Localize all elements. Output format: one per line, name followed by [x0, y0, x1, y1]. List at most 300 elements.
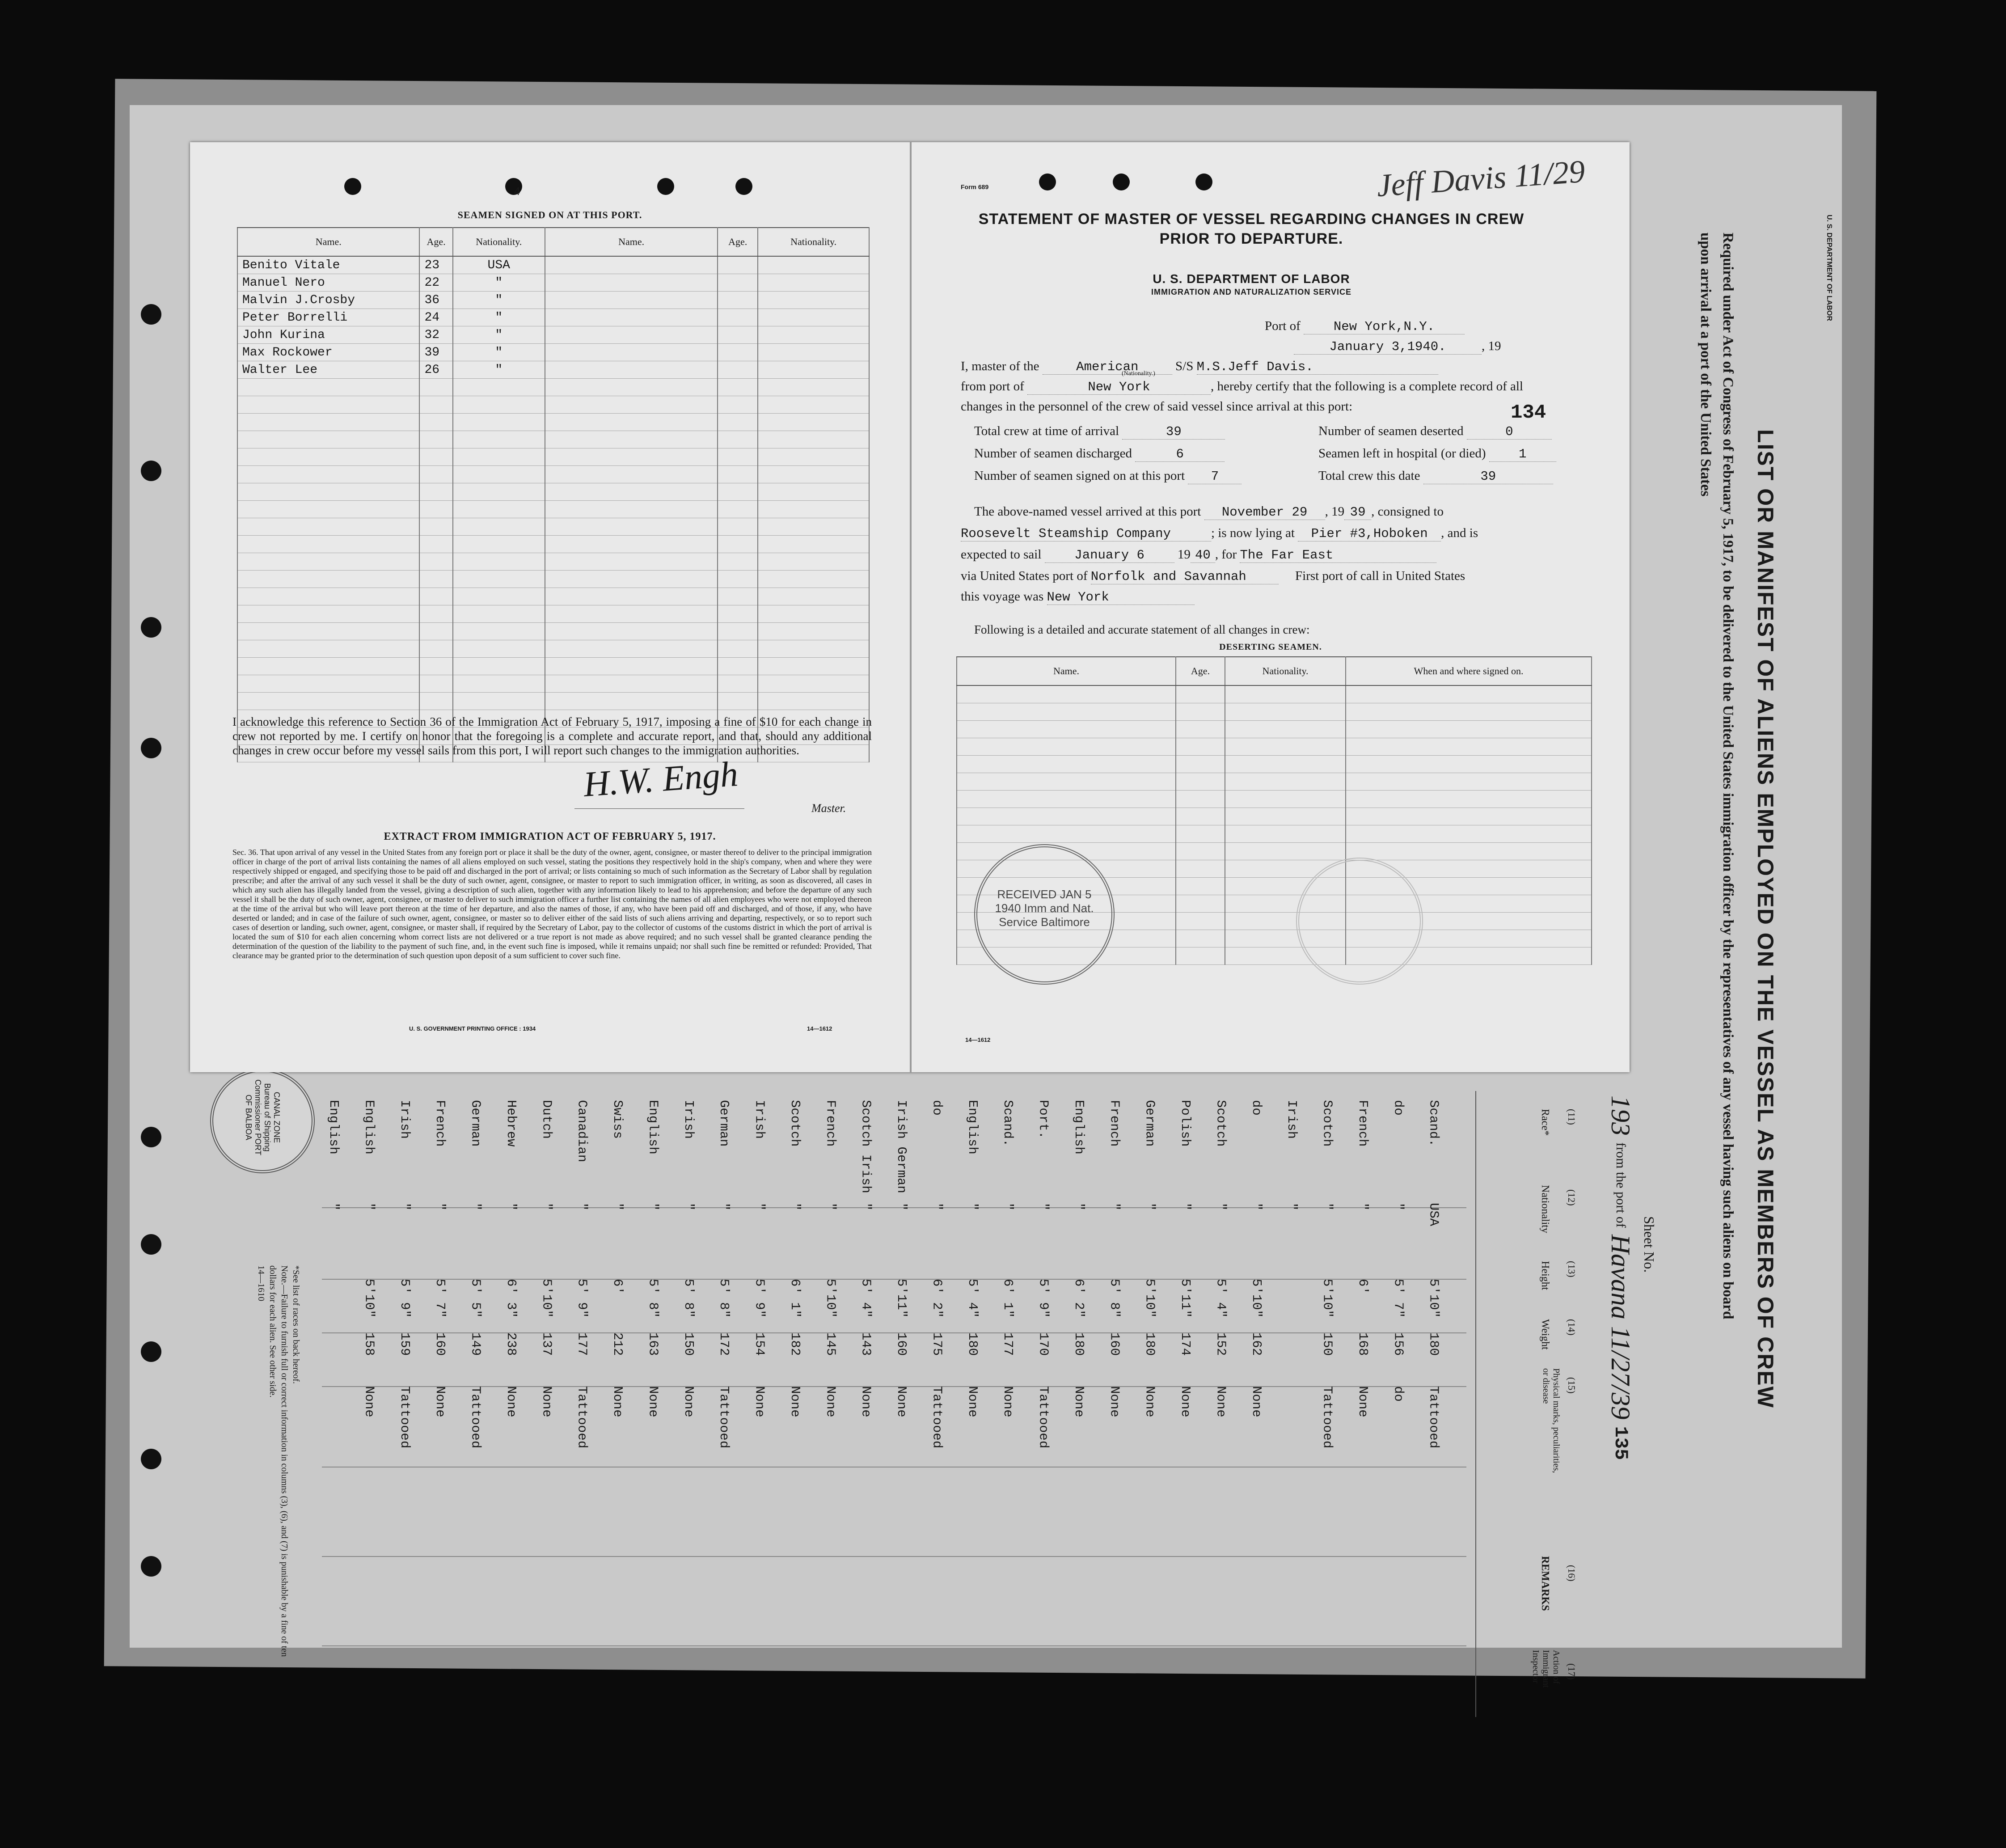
crew-cell-marks: None — [823, 1386, 838, 1417]
stat-value: 39 — [1423, 469, 1553, 484]
via-ports-value: Norfolk and Savannah — [1091, 569, 1279, 584]
table-row — [237, 379, 869, 396]
crew-cell-height: 5' 7" — [433, 1279, 448, 1318]
crew-cell-weight: 182 — [787, 1332, 802, 1356]
crew-cell-weight: 143 — [858, 1332, 874, 1356]
sail-line: expected to sail January 6 19 40 , for The Far East — [961, 547, 1436, 563]
crew-cell-marks: None — [1001, 1386, 1016, 1417]
nationality-value: American — [1043, 359, 1172, 375]
crew-cell-marks: None — [362, 1386, 377, 1417]
crew-cell-weight: 162 — [1249, 1332, 1264, 1356]
first-port-label: First port of call in United States — [1295, 569, 1465, 583]
crew-cell-race: Irish — [1284, 1100, 1300, 1139]
table-row — [237, 518, 869, 536]
crew-cell-nationality: " — [1107, 1203, 1122, 1211]
crew-cell-race: do — [1391, 1100, 1406, 1116]
crew-cell-marks: None — [433, 1386, 448, 1417]
cell-nationality: " — [453, 326, 545, 344]
crew-cell-race: Dutch — [539, 1100, 554, 1139]
stat-value: 39 — [1122, 424, 1225, 440]
crew-cell-marks: Tattooed — [468, 1386, 483, 1449]
extract-title: EXTRACT FROM IMMIGRATION ACT OF FEBRUARY 5, 1917. — [384, 831, 716, 842]
crew-cell-weight: 160 — [433, 1332, 448, 1356]
crew-cell-height: 5' 5" — [468, 1279, 483, 1318]
crew-cell-nationality: " — [929, 1203, 945, 1211]
binder-hole — [141, 1234, 161, 1255]
table-row — [237, 588, 869, 605]
stat-value: 7 — [1188, 469, 1242, 484]
crew-cell-height: 5'10" — [1142, 1279, 1157, 1318]
crew-cell-weight: 180 — [1426, 1332, 1441, 1356]
master-line — [961, 359, 1438, 375]
signature-line — [574, 808, 744, 809]
crew-cell-weight: 175 — [929, 1332, 945, 1356]
crew-cell-nationality: " — [362, 1203, 377, 1211]
crew-cell-marks: None — [787, 1386, 802, 1417]
crew-cell-race: French — [823, 1100, 838, 1147]
crew-cell-marks: None — [610, 1386, 625, 1417]
stat-label: Seamen left in hospital (or died) — [1318, 446, 1486, 461]
crew-cell-marks: None — [1249, 1386, 1264, 1417]
crew-cell-nationality: " — [1213, 1203, 1229, 1211]
crew-cell-nationality: " — [433, 1203, 448, 1211]
footnote-code: 14—1610 — [256, 1265, 266, 1301]
column-header-action: Action of Immigrant Inspector — [1531, 1650, 1561, 1688]
via-line — [961, 569, 1465, 584]
cell-age: 24 — [419, 309, 452, 326]
department-name: U. S. DEPARTMENT OF LABOR — [1153, 272, 1350, 286]
for-label: , for — [1215, 547, 1237, 562]
crew-cell-weight: 174 — [1178, 1332, 1193, 1356]
lying-label: ; is now lying at — [1211, 526, 1295, 540]
from-port-value: New York — [1027, 380, 1211, 395]
crew-cell-race: Scotch — [787, 1100, 802, 1147]
crew-cell-race: Irish — [752, 1100, 767, 1139]
crew-cell-height: 6' — [610, 1279, 625, 1294]
cell-age: 36 — [419, 292, 452, 309]
table-row — [237, 396, 869, 414]
manifest-crew-table — [326, 1100, 1462, 1663]
crew-cell-weight: 154 — [752, 1332, 767, 1356]
crew-cell-race: Irish German — [894, 1100, 909, 1193]
crew-cell-race: Swiss — [610, 1100, 625, 1139]
cell-age: 32 — [419, 326, 452, 344]
punch-hole — [657, 178, 674, 195]
crew-cell-height: 5' 8" — [1107, 1279, 1122, 1318]
form-code: 14—1612 — [965, 1036, 991, 1043]
binder-hole — [141, 617, 161, 638]
crew-cell-nationality: " — [681, 1203, 696, 1211]
crew-cell-nationality: " — [503, 1203, 519, 1211]
crew-cell-race: English — [326, 1100, 341, 1154]
stat-label: Number of seamen deserted — [1318, 424, 1464, 438]
crew-cell-height: 5'10" — [362, 1279, 377, 1318]
crew-cell-race: do — [1249, 1100, 1264, 1116]
manifest-title: LIST OR MANIFEST OF ALIENS EMPLOYED ON THE VESSEL AS MEMBERS OF CREW — [1753, 429, 1778, 1408]
cell-name: Malvin J.Crosby — [237, 292, 419, 309]
crew-cell-race: Hebrew — [503, 1100, 519, 1147]
manifest-from-port-value: Havana 11/27/39 — [1606, 1234, 1635, 1420]
balboa-stamp — [210, 1069, 315, 1173]
cell-name: Peter Borrelli — [237, 309, 419, 326]
crew-cell-marks: Tattooed — [1036, 1386, 1051, 1449]
crew-cell-weight: 159 — [397, 1332, 412, 1356]
crew-cell-nationality: " — [858, 1203, 874, 1211]
crew-cell-marks: Tattooed — [1320, 1386, 1335, 1449]
table-row — [237, 483, 869, 501]
crew-cell-marks: None — [752, 1386, 767, 1417]
crew-cell-height: 5'10" — [1249, 1279, 1264, 1318]
crew-cell-nationality: " — [1391, 1203, 1406, 1211]
vessel-name: M.S.Jeff Davis. — [1197, 359, 1438, 375]
crew-cell-marks: None — [539, 1386, 554, 1417]
stat-total-date — [1318, 469, 1553, 484]
stat-discharged — [974, 446, 1225, 462]
stat-signed-on — [974, 469, 1242, 484]
punch-hole — [1039, 173, 1056, 190]
signed-on-title: SEAMEN SIGNED ON AT THIS PORT. — [457, 209, 642, 220]
crew-cell-weight: 238 — [503, 1332, 519, 1356]
column-header-weight: Weight — [1539, 1319, 1551, 1350]
crew-cell-race: German — [717, 1100, 732, 1147]
column-number: (16) — [1566, 1565, 1577, 1582]
table-row — [237, 571, 869, 588]
cell-age: 26 — [419, 361, 452, 379]
table-row — [237, 501, 869, 518]
crew-cell-weight: 180 — [1142, 1332, 1157, 1356]
crew-cell-marks: None — [1355, 1386, 1370, 1417]
port-label: Port of — [1265, 319, 1301, 333]
crew-cell-height: 5'10" — [823, 1279, 838, 1318]
manifest-department: U. S. DEPARTMENT OF LABOR — [1825, 215, 1833, 321]
year-suffix: , 19 — [1482, 339, 1501, 353]
table-row — [237, 553, 869, 571]
crew-cell-race: Scotch Irish — [858, 1100, 874, 1193]
balboa-stamp-text: CANAL ZONE Bureau of Shipping Commissioner PORT OF BALBOA — [244, 1079, 281, 1155]
table-row — [237, 292, 869, 309]
via-label: via United States port of — [961, 569, 1088, 583]
table-row — [237, 466, 869, 483]
crew-cell-race: Polish — [1178, 1100, 1193, 1147]
crew-cell-marks: Tattooed — [717, 1386, 732, 1449]
table-row — [957, 825, 1592, 843]
port-value: New York,N.Y. — [1304, 319, 1465, 334]
crew-cell-height: 6' 1" — [1001, 1279, 1016, 1318]
binder-hole — [141, 461, 161, 481]
manifest-from-port-label: from the port of — [1613, 1142, 1628, 1228]
crew-cell-weight: 145 — [823, 1332, 838, 1356]
faint-stamp — [1296, 858, 1423, 985]
binder-hole — [141, 1341, 161, 1362]
crew-cell-nationality: " — [823, 1203, 838, 1211]
arrival-label: The above-named vessel arrived at this port — [974, 504, 1201, 519]
printing-office: U. S. GOVERNMENT PRINTING OFFICE : 1934 — [409, 1025, 536, 1032]
table-row — [237, 675, 869, 693]
crew-cell-race: English — [362, 1100, 377, 1154]
form-code: 14—1612 — [807, 1025, 832, 1032]
header-age: Age. — [419, 228, 452, 256]
cell-nationality: " — [453, 361, 545, 379]
received-stamp-text: RECEIVED JAN 5 1940 Imm and Nat. Service Baltimore — [995, 888, 1094, 929]
table-row — [957, 703, 1592, 721]
crew-cell-marks: None — [1107, 1386, 1122, 1417]
crew-cell-nationality: " — [1178, 1203, 1193, 1211]
crew-cell-nationality: " — [965, 1203, 980, 1211]
crew-cell-height: 6' 1" — [787, 1279, 802, 1318]
crew-cell-nationality: " — [894, 1203, 909, 1211]
crew-cell-weight: 152 — [1213, 1332, 1229, 1356]
nationality-caption: (Nationality.) — [1122, 370, 1155, 377]
table-row — [957, 791, 1592, 808]
crew-cell-height: 5'10" — [1320, 1279, 1335, 1318]
stat-value: 0 — [1467, 424, 1552, 440]
crew-cell-race: English — [1071, 1100, 1086, 1154]
column-header-height: Height — [1539, 1261, 1551, 1290]
crew-cell-nationality: " — [1320, 1203, 1335, 1211]
crew-cell-nationality: " — [1142, 1203, 1157, 1211]
table-row — [237, 448, 869, 466]
manifest-required-text: Required under Act of Congress of February 5, 1917, to be delivered to the United States immigration officer by the representatives of any vessel having such aliens on board upon arrival at a port of the United States — [1698, 233, 1736, 1319]
crew-cell-height: 5'10" — [539, 1279, 554, 1318]
header-age: Age. — [718, 228, 758, 256]
crew-cell-weight: 160 — [894, 1332, 909, 1356]
crew-cell-weight: 160 — [1107, 1332, 1122, 1356]
crew-cell-marks: None — [646, 1386, 661, 1417]
received-stamp — [974, 844, 1115, 985]
header-name: Name. — [237, 228, 419, 256]
crew-cell-height: 5' 9" — [1036, 1279, 1051, 1318]
crew-cell-weight: 150 — [1320, 1332, 1335, 1356]
header-age: Age. — [1176, 657, 1225, 685]
crew-cell-nationality: " — [1355, 1203, 1370, 1211]
cell-nationality: " — [453, 292, 545, 309]
cell-name: Max Rockower — [237, 344, 419, 361]
crew-cell-height: 5' 8" — [717, 1279, 732, 1318]
crew-cell-race: French — [433, 1100, 448, 1147]
column-number: (13) — [1566, 1261, 1577, 1277]
table-row — [237, 344, 869, 361]
column-header-nationality: Nationality — [1539, 1185, 1551, 1233]
crew-cell-weight: 212 — [610, 1332, 625, 1356]
crew-cell-weight: 170 — [1036, 1332, 1051, 1356]
crew-cell-nationality: " — [717, 1203, 732, 1211]
sheet-number: 134 — [1511, 402, 1546, 424]
punch-hole — [735, 178, 752, 195]
expected-label: expected to sail — [961, 547, 1042, 562]
stat-label: Number of seamen discharged — [974, 446, 1132, 461]
cell-nationality: " — [453, 274, 545, 292]
column-header-physical-marks: Physical marks, peculiarities, or disease — [1541, 1368, 1561, 1473]
manifest-header-strip — [1641, 215, 1837, 1645]
and-is-label: , and is — [1441, 526, 1478, 540]
crew-cell-race: Scotch — [1213, 1100, 1229, 1147]
consignee-line — [961, 526, 1478, 541]
stat-deserted — [1318, 424, 1552, 440]
cell-name: Manuel Nero — [237, 274, 419, 292]
binder-hole — [141, 1127, 161, 1147]
crew-cell-height: 6' 2" — [1071, 1279, 1086, 1318]
crew-cell-marks: None — [858, 1386, 874, 1417]
crew-cell-height: 6' — [1355, 1279, 1370, 1294]
column-number: (11) — [1566, 1109, 1577, 1125]
left-page — [190, 142, 910, 1072]
table-row — [237, 309, 869, 326]
crew-cell-height: 5'11" — [1178, 1279, 1193, 1318]
crew-cell-height: 5' 9" — [752, 1279, 767, 1318]
first-port-value: New York — [1047, 590, 1195, 605]
right-page — [912, 142, 1630, 1072]
crew-cell-marks: None — [503, 1386, 519, 1417]
table-row — [237, 256, 869, 274]
binder-hole — [141, 304, 161, 325]
crew-cell-weight: 180 — [965, 1332, 980, 1356]
crew-cell-height: 6' 3" — [503, 1279, 519, 1318]
crew-cell-race: Scand. — [1426, 1100, 1441, 1147]
table-row — [237, 536, 869, 553]
table-row — [237, 623, 869, 640]
crew-cell-nationality: " — [787, 1203, 802, 1211]
stat-total-arrival — [974, 424, 1225, 440]
crew-cell-weight: 163 — [646, 1332, 661, 1356]
deserting-title: DESERTING SEAMEN. — [1219, 642, 1322, 652]
table-row — [237, 326, 869, 344]
acknowledgment-text: I acknowledge this reference to Section 36 of the Immigration Act of February 5, 1917, imposing a fine of $10 for each change in crew not reported by me. I certify on honor that the foregoing is a complete and accurate report, and that, should any additional changes in crew occur before my vessel sails from this port, I will report such changes to the immigration authorities. — [232, 715, 872, 757]
crew-cell-weight: 172 — [717, 1332, 732, 1356]
crew-cell-nationality: " — [574, 1203, 590, 1211]
crew-cell-height: 5' 9" — [397, 1279, 412, 1318]
manifest-sheet-number: 135 — [1610, 1426, 1631, 1460]
crew-cell-nationality: " — [468, 1203, 483, 1211]
crew-cell-marks: None — [1142, 1386, 1157, 1417]
stat-label: Total crew this date — [1318, 469, 1420, 483]
crew-cell-weight: 156 — [1391, 1332, 1406, 1356]
crew-cell-weight: 150 — [681, 1332, 696, 1356]
table-row — [237, 640, 869, 658]
header-name: Name. — [957, 657, 1176, 685]
from-port-label: from port of — [961, 379, 1024, 393]
consigned-label: , consigned to — [1371, 504, 1444, 519]
crew-cell-marks: Tattooed — [397, 1386, 412, 1449]
crew-cell-race: Irish — [681, 1100, 696, 1139]
table-row — [957, 685, 1592, 703]
statement-title-line1: STATEMENT OF MASTER OF VESSEL REGARDING CHANGES IN CREW — [978, 211, 1525, 228]
date-line — [1294, 339, 1501, 355]
crew-cell-weight: 149 — [468, 1332, 483, 1356]
column-number: (15) — [1566, 1377, 1577, 1394]
table-row — [957, 738, 1592, 756]
arrival-year: 39 — [1344, 505, 1371, 520]
manifest-column-headers — [1475, 1091, 1592, 1717]
crew-cell-marks: Tattooed — [1426, 1386, 1441, 1449]
signature-role: Master. — [811, 802, 846, 815]
punch-hole — [1195, 173, 1212, 190]
manifest-year: 193 — [1606, 1095, 1635, 1136]
table-row — [237, 361, 869, 379]
crew-cell-race: German — [468, 1100, 483, 1147]
header-nationality: Nationality. — [758, 228, 869, 256]
statement-title-line2: PRIOR TO DEPARTURE. — [1159, 230, 1343, 247]
cell-age: 39 — [419, 344, 452, 361]
table-row — [237, 693, 869, 710]
crew-cell-height: 6' 2" — [929, 1279, 945, 1318]
cell-age: 22 — [419, 274, 452, 292]
crew-cell-weight: 180 — [1071, 1332, 1086, 1356]
crew-cell-height: 5' 7" — [1391, 1279, 1406, 1318]
handwritten-annotation: Jeff Davis 11/29 — [1375, 153, 1586, 204]
header-signed-on: When and where signed on. — [1346, 657, 1592, 685]
header-nationality: Nationality. — [453, 228, 545, 256]
crew-change-form — [190, 142, 1630, 1072]
crew-cell-weight: 177 — [1001, 1332, 1016, 1356]
service-name: IMMIGRATION AND NATURALIZATION SERVICE — [1151, 288, 1351, 296]
crew-cell-nationality: " — [610, 1203, 625, 1211]
crew-cell-height: 5' 4" — [965, 1279, 980, 1318]
crew-cell-height: 5' 9" — [574, 1279, 590, 1318]
footnote-races: *See list of races on back hereof. — [291, 1265, 301, 1384]
crew-cell-nationality: " — [1001, 1203, 1016, 1211]
crew-cell-nationality: " — [1249, 1203, 1264, 1211]
crew-cell-nationality: " — [326, 1203, 341, 1211]
signed-on-table — [237, 227, 870, 762]
crew-cell-marks: Tattooed — [574, 1386, 590, 1449]
crew-cell-nationality: " — [646, 1203, 661, 1211]
crew-cell-race: English — [965, 1100, 980, 1154]
page-number: 4 — [514, 185, 520, 198]
extract-text: Sec. 36. That upon arrival of any vessel in the United States from any foreign port or place it shall be the duty of the owner, agent, consignee, or master thereof to deliver to the principal immigration officer in charge of the port of arrival lists containing the names of all aliens employed on such vessel, stating the positions they respectively hold in the ship's company, when and where they were respectively shipped or engaged, and specifying those to be paid off and discharged in the port of arrival; or lists containing so much of such information as the Secretary of Labor shall by regulation prescribe; and after the arrival of any such vessel it shall be the duty of such owner, agent, consignee, or master to report to such immigration officer, in writing, as soon as discovered, all cases in which any such alien has illegally landed from the vessel, giving a description of such alien, together with any information likely to lead to his apprehension; and before the departure of any such vessel it shall be the duty of such owner, agent, consignee, or master to deliver to such immigration officer a further list containing the names of all alien employees who were not employed thereon at the time of the arrival but who will leave port thereon at the time of her departure, and also the names of those, if any, who have been paid off and discharged, and of those, if any, who have deserted or landed; and in case of the failure of such owner, agent, consignee, or master so to deliver either of the said lists of such aliens arriving and departing, respectively, or so to report such cases of desertion or landing, such owner, agent, consignee, or master shall, if required by the Secretary of Labor, pay to the collector of customs of the customs district in which the port of arrival is located the sum of $10 for each alien concerning whom correct lists are not delivered or a true report is not made as above required; and no such vessel shall be granted clearance pending the determination of the question of the liability to the payment of such fine, and, in the event such fine is imposed, while it remains unpaid; nor shall such fine be remitted or refunded: Provided, That clearance may be granted prior to the determination of such question upon deposit of a sum sufficient to cover such fine. — [232, 848, 872, 960]
crew-cell-nationality: " — [539, 1203, 554, 1211]
table-row — [237, 414, 869, 431]
crew-cell-nationality: " — [1284, 1203, 1300, 1211]
cell-age: 23 — [419, 256, 452, 274]
footnote-fine: Note.—Failure to furnish full or correct information in columns (3), (6), and (7) is punishable by a fine of ten dollars for each alien. See other side. — [268, 1265, 289, 1657]
crew-cell-race: Port. — [1036, 1100, 1051, 1139]
crew-cell-height: 5'10" — [1426, 1279, 1441, 1318]
crew-cell-height: 5'11" — [894, 1279, 909, 1318]
crew-cell-weight: 168 — [1355, 1332, 1370, 1356]
pier-value: Pier #3,Hoboken — [1298, 526, 1441, 541]
crew-cell-height: 5' 8" — [681, 1279, 696, 1318]
table-row — [237, 431, 869, 448]
crew-cell-height: 5' 8" — [646, 1279, 661, 1318]
crew-cell-height: 5' 4" — [1213, 1279, 1229, 1318]
table-row — [957, 773, 1592, 791]
manifest-footnotes — [257, 1265, 302, 1659]
crew-cell-race: Scotch — [1320, 1100, 1335, 1147]
crew-cell-race: French — [1355, 1100, 1370, 1147]
cell-name: John Kurina — [237, 326, 419, 344]
crew-cell-race: German — [1142, 1100, 1157, 1147]
crew-cell-weight: 177 — [574, 1332, 590, 1356]
crew-cell-nationality: " — [1036, 1203, 1051, 1211]
crew-cell-marks: do — [1391, 1386, 1406, 1402]
crew-cell-nationality: USA — [1426, 1203, 1441, 1226]
arrival-line: The above-named vessel arrived at this port November 29 , 19 39 , consigned to — [974, 504, 1444, 520]
crew-cell-marks: None — [965, 1386, 980, 1417]
cell-name: Benito Vitale — [237, 256, 419, 274]
cell-nationality: " — [453, 309, 545, 326]
destination-value: The Far East — [1240, 548, 1436, 563]
crew-cell-race: French — [1107, 1100, 1122, 1147]
crew-cell-race: do — [929, 1100, 945, 1116]
table-row — [237, 658, 869, 675]
column-number: (17) — [1566, 1663, 1577, 1680]
stat-value: 1 — [1489, 447, 1556, 462]
vessel-type: S/S — [1175, 359, 1194, 373]
sail-date: January 6 — [1045, 548, 1174, 563]
stat-value: 6 — [1135, 447, 1225, 462]
master-signature: H.W. Engh — [582, 754, 739, 804]
crew-cell-nationality: " — [752, 1203, 767, 1211]
